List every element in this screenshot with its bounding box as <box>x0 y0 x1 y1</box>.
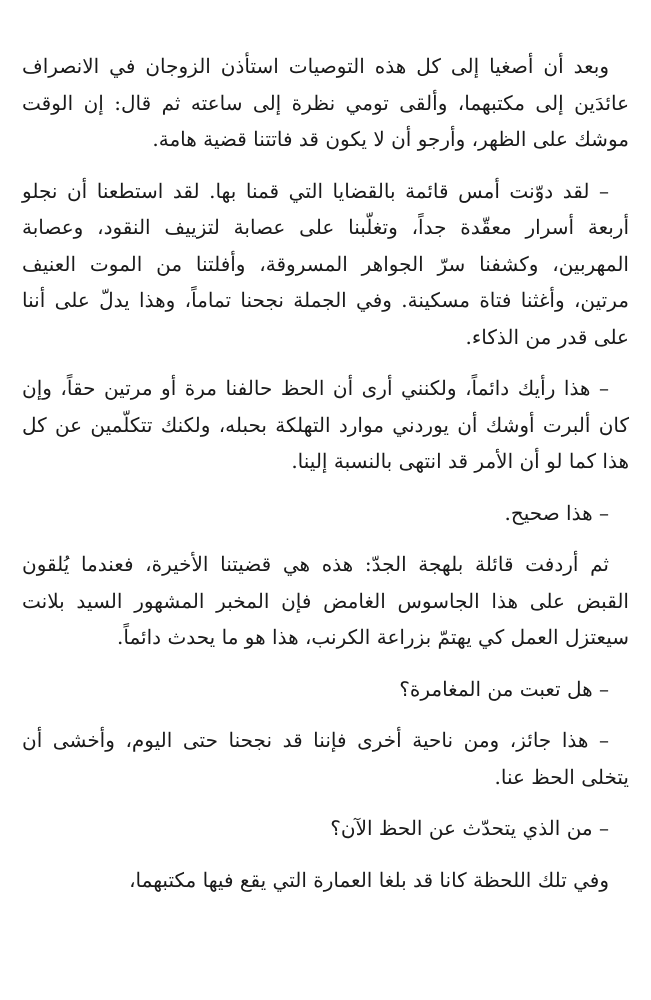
paragraph-8: – من الذي يتحدّث عن الحظ الآن؟ <box>330 816 609 840</box>
paragraph-2: – لقد دوّنت أمس قائمة بالقضايا التي قمنا بها. لقد استطعنا أن نجلو أربعة أسرار معقّدة جداً، وتغلّبنا على عصابة لتزييف النقود، وعصابة المهربين، وكشفنا سرّ الجواهر المسروقة، وأفلتنا من الموت العنيف مرتين، وأغثنا فتاة مسكينة. وفي الجملة نجحنا تماماً، وهذا يدلّ على أننا على قدر من الذكاء. <box>22 178 629 349</box>
paragraph-7: – هذا جائز، ومن ناحية أخرى فإننا قد نجحنا حتى اليوم، وأخشى أن يتخلى الحظ عنا. <box>22 728 629 789</box>
paragraph-1: وبعد أن أصغيا إلى كل هذه التوصيات استأذن الزوجان في الانصراف عائدَين إلى مكتبهما، وألقى تومي نظرة إلى ساعته ثم قال: إن الوقت موشك على الظهر، وأرجو أن لا يكون قد فاتتنا قضية هامة. <box>22 54 629 151</box>
paragraph-9: وفي تلك اللحظة كانا قد بلغا العمارة التي يقع فيها مكتبهما، <box>129 867 609 892</box>
paragraph-6: – هل تعبت من المغامرة؟ <box>399 676 609 701</box>
paragraph-5: ثم أردفت قائلة بلهجة الجدّ: هذه هي قضيتنا الأخيرة، فعندما يُلقون القبض على هذا الجاسوس الغامض فإن المخبر المشهور السيد بلانت سيعتزل العمل كي يهتمّ بزراعة الكرنب، هذا هو ما يحدث دائماً. <box>22 552 629 649</box>
book-page <box>22 48 629 913</box>
paragraph-3: – هذا رأيك دائماً، ولكنني أرى أن الحظ حالفنا مرة أو مرتين حقاً، وإن كان ألبرت أوشك أن يوردني موارد التهلكة بحبله، ولكنك تتكلّمين عن كل هذا كما لو أن الأمر قد انتهى بالنسبة إلينا. <box>22 376 629 473</box>
paragraph-4: – هذا صحيح. <box>504 500 609 525</box>
